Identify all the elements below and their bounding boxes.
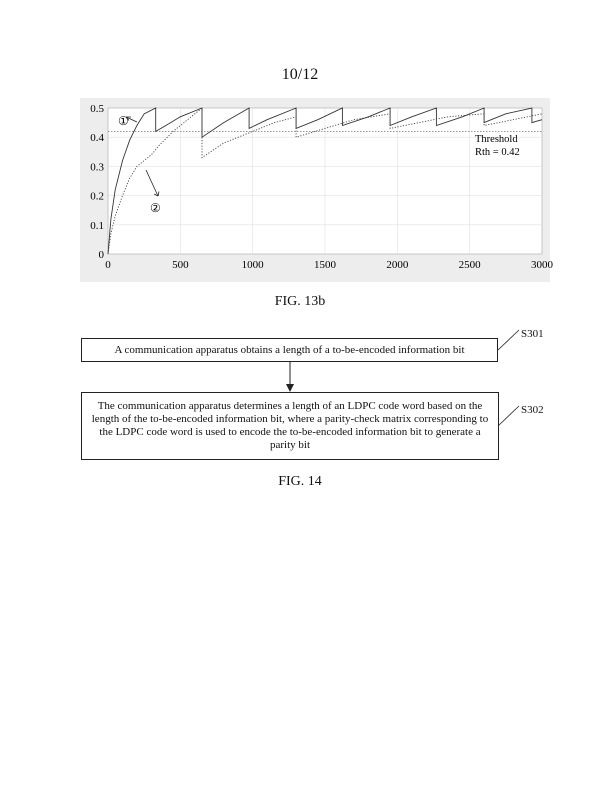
x-tick-label: 3000 bbox=[531, 259, 553, 271]
threshold-label-line2: Rth = 0.42 bbox=[475, 147, 520, 158]
y-tick-label: 0.4 bbox=[90, 132, 104, 145]
step-s302-text: The communication apparatus determines a length of an LDPC code word based on the length of the to-be-encoded information bit, where a parity-check matrix corresponding to the LDPC code word is used to encode the to-be-encoded information bit to generate a parity bit bbox=[91, 400, 489, 451]
step-s302-label: S302 bbox=[521, 404, 544, 416]
x-tick-label: 2500 bbox=[458, 259, 481, 271]
s301-leader-line bbox=[498, 328, 522, 352]
threshold-label-line1: Threshold bbox=[475, 134, 518, 145]
step-s301-text: A communication apparatus obtains a length of a to-be-encoded information bit bbox=[114, 343, 465, 356]
x-tick-label: 0 bbox=[105, 259, 111, 271]
series-1-marker: ① bbox=[118, 114, 129, 128]
x-tick-label: 1500 bbox=[314, 259, 336, 271]
s302-leader-line bbox=[498, 404, 522, 428]
y-tick-label: 0.1 bbox=[90, 219, 104, 232]
step-s302-box bbox=[81, 392, 499, 460]
series-2-marker: ② bbox=[150, 201, 161, 215]
step-s301-label: S301 bbox=[521, 328, 544, 340]
fig13b-chart bbox=[80, 98, 553, 282]
y-tick-label: 0 bbox=[98, 249, 104, 261]
fig14-caption: FIG. 14 bbox=[278, 474, 322, 489]
x-tick-label: 1000 bbox=[241, 259, 264, 271]
x-tick-label: 500 bbox=[172, 259, 189, 271]
page-number: 10/12 bbox=[281, 66, 319, 83]
x-tick-label: 2000 bbox=[386, 259, 409, 271]
y-tick-label: 0.3 bbox=[90, 161, 104, 174]
flow-arrow bbox=[280, 362, 300, 392]
y-tick-label: 0.2 bbox=[90, 190, 104, 203]
fig13b-caption: FIG. 13b bbox=[274, 294, 326, 309]
y-tick-label: 0.5 bbox=[90, 103, 104, 115]
step-s301-box bbox=[81, 338, 498, 362]
